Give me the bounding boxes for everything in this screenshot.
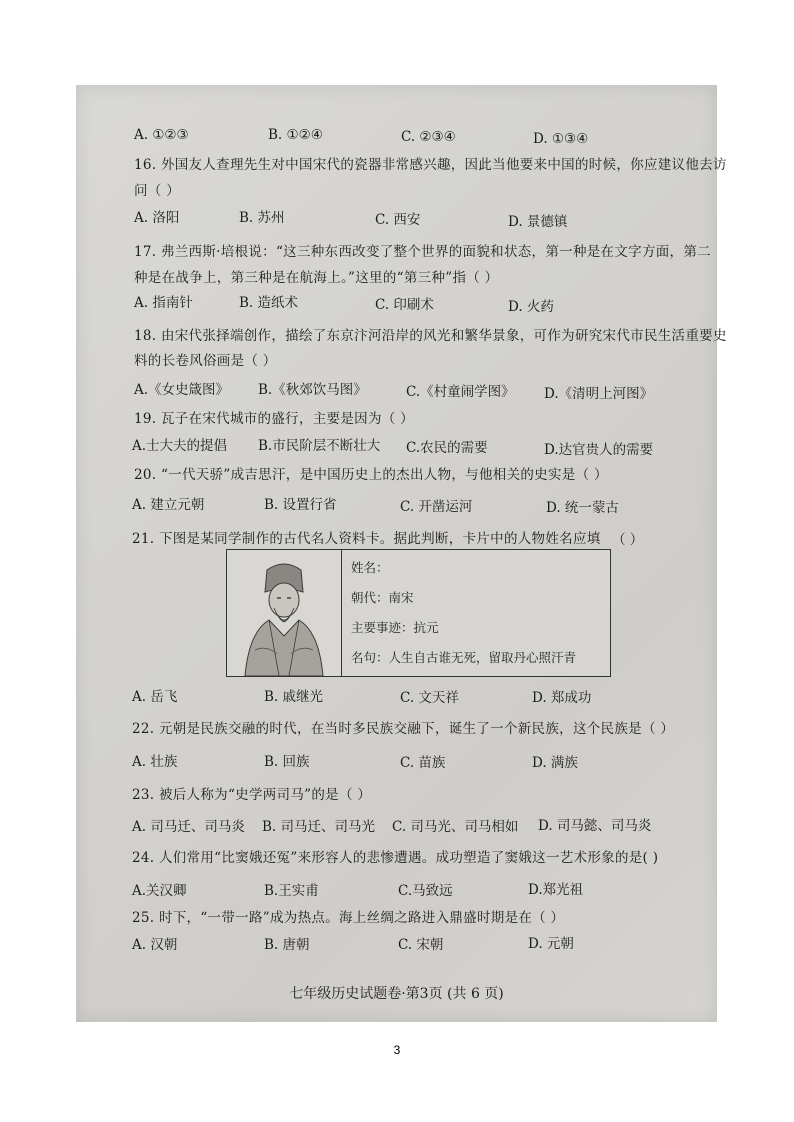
q15-option-b: B. ①②④ xyxy=(268,127,323,143)
q24-option-b: B.王实甫 xyxy=(264,883,319,899)
q18-line2: 料的长卷风俗画是（ ） xyxy=(134,353,277,369)
q24-option-d: D.郑光祖 xyxy=(528,882,584,898)
page-number: 3 xyxy=(393,1043,401,1057)
q19-option-a: A.士大夫的提倡 xyxy=(132,438,228,454)
card-name-field: 姓名： xyxy=(351,560,389,575)
q17-option-a: A. 指南针 xyxy=(134,295,193,311)
q20-line1: 20. “一代天骄”成吉思汗，是中国历史上的杰出人物，与他相关的史实是（ ） xyxy=(134,467,608,483)
q17-line1: 17. 弗兰西斯·培根说：“这三种东西改变了整个世界的面貌和状态，第一种是在文字方面，第二 xyxy=(134,244,711,260)
q17-option-d: D. 火药 xyxy=(508,299,554,315)
q21-line1: 21. 下图是某同学制作的古代名人资料卡。据此判断，卡片中的人物姓名应填 xyxy=(132,531,601,547)
portrait-image xyxy=(227,550,342,676)
card-quote-field: 名句：人生自古谁无死，留取丹心照汗青 xyxy=(351,650,577,665)
q23-option-a: A. 司马迁、司马炎 xyxy=(132,819,245,835)
q23-line1: 23. 被后人称为“史学两司马”的是（ ） xyxy=(132,787,372,803)
q21-option-c: C. 文天祥 xyxy=(400,690,459,706)
q16-option-b: B. 苏州 xyxy=(239,210,285,226)
q18-option-b: B.《秋郊饮马图》 xyxy=(258,382,367,398)
q22-option-a: A. 壮族 xyxy=(132,754,178,770)
q25-option-c: C. 宋朝 xyxy=(398,937,444,953)
scanned-exam-page xyxy=(76,85,727,1022)
q18-line1: 18. 由宋代张择端创作，描绘了东京汴河沿岸的风光和繁华景象，可作为研究宋代市民生活重要史 xyxy=(134,328,727,344)
q23-option-b: B. 司马迁、司马光 xyxy=(262,819,376,835)
q20-option-a: A. 建立元朝 xyxy=(132,497,205,513)
q25-option-d: D. 元朝 xyxy=(528,936,574,952)
q15-option-d: D. ①③④ xyxy=(533,131,589,147)
q16-option-d: D. 景德镇 xyxy=(508,214,568,230)
q18-option-a: A.《女史箴图》 xyxy=(134,382,230,398)
q18-option-c: C.《村童闹学图》 xyxy=(406,384,515,400)
q20-option-d: D. 统一蒙古 xyxy=(546,500,619,516)
q22-option-b: B. 回族 xyxy=(264,754,310,770)
q24-option-c: C.马致远 xyxy=(398,883,453,899)
q16-line1: 16. 外国友人查理先生对中国宋代的瓷器非常感兴趣，因此当他要来中国的时候，你应建议他去访 xyxy=(134,157,727,173)
q25-option-a: A. 汉朝 xyxy=(132,937,178,953)
q17-line2: 种是在战争上，第三种是在航海上。”这里的“第三种”指（ ） xyxy=(134,270,499,286)
q21-option-b: B. 戚继光 xyxy=(264,689,324,705)
figure-resource-card xyxy=(226,549,611,677)
q19-option-c: C.农民的需要 xyxy=(406,440,488,456)
q16-option-c: C. 西安 xyxy=(375,212,421,228)
q23-option-c: C. 司马光、司马相如 xyxy=(392,819,519,835)
q16-option-a: A. 洛阳 xyxy=(134,210,180,226)
q17-option-c: C. 印刷术 xyxy=(375,297,434,313)
q24-option-a: A.关汉卿 xyxy=(132,883,187,899)
q21-option-d: D. 郑成功 xyxy=(532,690,592,706)
q17-option-b: B. 造纸术 xyxy=(239,295,299,311)
q20-option-c: C. 开凿运河 xyxy=(400,499,473,515)
q21-answer-paren: （ ） xyxy=(612,532,644,548)
card-dynasty-field: 朝代：南宋 xyxy=(351,590,414,605)
q18-option-d: D.《清明上河图》 xyxy=(544,386,654,402)
q19-line1: 19. 瓦子在宋代城市的盛行，主要是因为（ ） xyxy=(134,411,414,427)
q21-option-a: A. 岳飞 xyxy=(132,689,178,705)
q25-option-b: B. 唐朝 xyxy=(264,937,310,953)
q15-option-c: C. ②③④ xyxy=(401,129,456,145)
q22-line1: 22. 元朝是民族交融的时代，在当时多民族交融下，诞生了一个新民族，这个民族是（ ） xyxy=(132,721,675,737)
q22-option-d: D. 满族 xyxy=(532,755,578,771)
card-deeds-field: 主要事迹：抗元 xyxy=(351,620,439,635)
q19-option-b: B.市民阶层不断壮大 xyxy=(258,438,381,454)
q20-option-b: B. 设置行省 xyxy=(264,497,337,513)
q25-line1: 25. 时下，“一带一路”成为热点。海上丝绸之路进入鼎盛时期是在（ ） xyxy=(132,910,565,926)
q22-option-c: C. 苗族 xyxy=(400,755,446,771)
exam-footer: 七年级历史试题卷·第3页 (共 6 页) xyxy=(289,986,504,1002)
q23-option-d: D. 司马懿、司马炎 xyxy=(538,818,652,834)
q19-option-d: D.达官贵人的需要 xyxy=(544,442,654,458)
scholar-portrait-icon xyxy=(227,550,341,676)
q15-option-a: A. ①②③ xyxy=(134,127,189,143)
q24-line1: 24. 人们常用“比窦娥还冤”来形容人的悲惨遭遇。成功塑造了窦娥这一艺术形象的是( ) xyxy=(132,850,659,866)
q16-line2: 问（ ） xyxy=(134,183,180,199)
